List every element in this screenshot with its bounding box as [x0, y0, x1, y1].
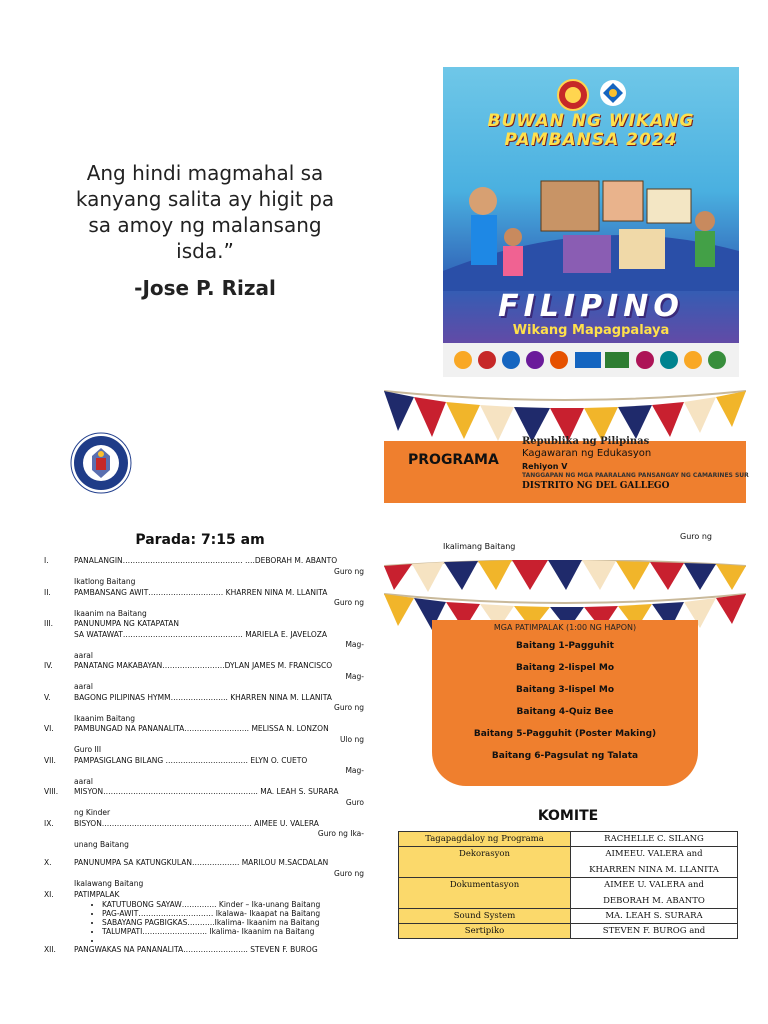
- programa-title: PROGRAMA: [408, 452, 499, 468]
- bullet-item: • PAG-AWIT………………………… Ikalawa- Ikaapat na Baitang: [102, 909, 364, 918]
- deped-seal-icon: [70, 432, 132, 494]
- patimpalak-bullets: [44, 900, 364, 945]
- komite-name: RACHELLE C. SILANG: [604, 834, 704, 844]
- program-item-role: Mag-: [345, 671, 364, 681]
- program-item-text: PANUNUMPA SA KATUNGKULAN………………. MARILOU M.SACDALAN: [74, 858, 329, 867]
- program-item: [44, 556, 364, 588]
- table-row: [399, 832, 738, 847]
- poster-title-line1: BUWAN NG WIKANG: [487, 111, 695, 131]
- program-item-number: X.: [44, 858, 52, 867]
- program-item-number: II.: [44, 587, 51, 597]
- program-item-role-cont: ng Kinder: [74, 808, 111, 817]
- program-item-role-cont: Guro III: [74, 745, 102, 754]
- patimpalak-item: Baitang 1-Pagguhit: [516, 641, 614, 651]
- komite-role: Sound System: [399, 909, 571, 924]
- program-item-text: PAMBANSANG AWIT………………………… KHARREN NINA M. LLANITA: [74, 587, 328, 597]
- program-item-text: PAMBUNGAD NA PANANALITA…………………….. MELISSA N. LONZON: [74, 724, 329, 733]
- quote-author: -Jose P. Rizal: [134, 276, 276, 300]
- patimpalak-title: MGA PATIMPALAK (1:00 NG HAPON): [493, 623, 637, 632]
- program-item: [44, 945, 364, 956]
- bullet-item: • TALUMPATI…………………….. Ikalima- Ikaanim na Baitang: [102, 927, 364, 936]
- komite-name: MA. LEAH S. SURARA: [605, 911, 703, 921]
- program-item-number: VI.: [44, 724, 54, 733]
- patimpalak-list: [432, 640, 698, 772]
- patimpalak-item: Baitang 5-Pagguhit (Poster Making): [473, 729, 657, 739]
- header-rehiyon: Rehiyon V: [522, 462, 568, 471]
- program-item-role-cont: unang Baitang: [74, 839, 129, 849]
- komite-names: [571, 847, 738, 878]
- program-item-number: XI.: [44, 889, 54, 899]
- program-item-role: Guro ng: [334, 703, 364, 712]
- program-item-number: III.: [44, 619, 54, 628]
- komite-names: [571, 924, 738, 939]
- program-item-role: Guro ng: [334, 868, 364, 878]
- parada-title: Parada: 7:15 am: [135, 532, 265, 548]
- poster-title-line2: PAMBANSA 2024: [504, 130, 678, 150]
- program-item-number: IX.: [44, 818, 54, 828]
- header-republika: Republika ng Pilipinas: [522, 436, 650, 447]
- poster-partner-logos-icon: [443, 343, 739, 377]
- table-row: [399, 909, 738, 924]
- buwan-ng-wika-poster: [443, 67, 739, 377]
- program-item: [44, 619, 364, 661]
- komite-name: STEVEN F. BUROG and: [602, 926, 706, 936]
- program-item-role: Mag-: [345, 640, 364, 649]
- poster-illustration-icon: [443, 151, 739, 291]
- program-item-number: IV.: [44, 661, 53, 670]
- stray-text: Guro ng: [680, 532, 712, 541]
- bunting-flags-icon: [384, 387, 746, 443]
- komite-names: [571, 832, 738, 847]
- table-row: [399, 847, 738, 878]
- program-item-role: Mag-: [345, 766, 364, 775]
- komite-title: KOMITE: [537, 808, 599, 824]
- komite-name: AIMEE U. VALERA and: [604, 880, 704, 890]
- komite-name: KHARREN NINA M. LLANITA: [589, 865, 719, 875]
- program-item: [44, 756, 364, 788]
- program-item-role-cont: Ikatlong Baitang: [74, 577, 136, 586]
- program-item-role: Ulo ng: [339, 734, 364, 744]
- program-item-role: Guro ng: [334, 598, 364, 607]
- program-item-role-cont: Ikaanim na Baitang: [74, 608, 147, 618]
- program-list: [44, 556, 364, 956]
- header-distrito: DISTRITO NG DEL GALLEGO: [522, 481, 670, 491]
- program-item-number: XII.: [44, 945, 56, 954]
- bullet-item: • SABAYANG PAGBIGKAS………..Ikalima- Ikaanim na Baitang: [102, 918, 364, 927]
- header-kagawaran: Kagawaran ng Edukasyon: [522, 448, 652, 459]
- rizal-quote: [40, 160, 370, 264]
- program-item-role-cont: Ikaanim Baitang: [74, 713, 136, 723]
- program-item-text: BISYON…………………………………………………… AIMEE U. VALERA: [74, 818, 319, 828]
- program-item-number: VIII.: [44, 787, 59, 796]
- program-item: [44, 890, 364, 946]
- header-tanggapan: TANGGAPAN NG MGA PAARALANG PANSANGAY NG CAMARINES SUR: [522, 472, 749, 479]
- program-item-number: VII.: [44, 755, 56, 765]
- patimpalak-item: Baitang 2-Iispel Mo: [515, 663, 615, 673]
- stray-text: Ikalimang Baitang: [443, 542, 516, 551]
- program-item-text: PATIMPALAK: [74, 889, 120, 899]
- poster-seals-icon: [543, 77, 643, 113]
- program-item: [44, 724, 364, 756]
- komite-role: Dokumentasyon: [399, 878, 571, 909]
- program-item-text: PANATANG MAKABAYAN…………………….DYLAN JAMES M. FRANCISCO: [74, 661, 333, 670]
- program-item-text: PAMPASIGLANG BILANG …………………………… ELYN O. CUETO: [74, 755, 308, 765]
- program-item-role-cont: aaral: [74, 776, 93, 786]
- table-row: [399, 924, 738, 939]
- program-item-role-cont: aaral: [74, 682, 93, 691]
- program-item-role: Guro: [345, 797, 364, 807]
- table-row: [399, 878, 738, 909]
- deped-header: [522, 436, 752, 491]
- bullet-item: • KATUTUBONG SAYAW………….. Kinder – Ika-unang Baitang: [102, 900, 364, 909]
- program-item-text-cont: SA WATAWAT………………………………………… MARIELA E. JAVELOZA: [74, 629, 328, 639]
- quote-line: sa amoy ng malansang: [88, 213, 322, 237]
- program-item: [44, 858, 364, 890]
- program-item-number: V.: [44, 692, 51, 702]
- program-item-text: MISYON…………………………………………………….. MA. LEAH S. SURARA: [74, 787, 339, 796]
- poster-main-word: FILIPINO: [498, 289, 684, 324]
- program-item-text: PANUNUMPA NG KATAPATAN: [74, 619, 180, 628]
- program-item-number: I.: [44, 556, 49, 565]
- program-item: [44, 693, 364, 725]
- program-item-role-cont: aaral: [74, 650, 93, 660]
- program-item: [44, 661, 364, 693]
- komite-name: AIMEEU. VALERA and: [605, 849, 703, 859]
- patimpalak-item: Baitang 3-Iispel Mo: [515, 685, 615, 695]
- komite-name: DEBORAH M. ABANTO: [603, 896, 705, 906]
- quote-line: isda.”: [176, 239, 234, 263]
- quote-line: Ang hindi magmahal sa: [86, 161, 324, 185]
- komite-role: Sertipiko: [399, 924, 571, 939]
- program-item-role-cont: Ikalawang Baitang: [74, 879, 144, 888]
- komite-table: [398, 831, 738, 939]
- program-item: [44, 588, 364, 620]
- program-item-role: Guro ng Ika-: [317, 829, 364, 838]
- program-item: [44, 787, 364, 819]
- program-item-text: PANGWAKAS NA PANANALITA…………………….. STEVEN F. BUROG: [74, 945, 318, 954]
- program-item: [44, 819, 364, 851]
- quote-line: kanyang salita ay higit pa: [75, 187, 335, 211]
- komite-names: [571, 909, 738, 924]
- komite-names: [571, 878, 738, 909]
- poster-subtitle: Wikang Mapagpalaya: [512, 323, 670, 338]
- program-item-text: PANALANGIN………………………………………… ….DEBORAH M. ABANTO: [74, 556, 338, 565]
- patimpalak-item: Baitang 4-Quiz Bee: [516, 707, 614, 717]
- program-item-text: BAGONG PILIPINAS HYMM………………….. KHARREN NINA M. LLANITA: [74, 692, 332, 702]
- program-item-role: Guro ng: [334, 566, 364, 576]
- komite-role: Dekorasyon: [399, 847, 571, 878]
- bullet-item: [102, 936, 364, 945]
- komite-role: Tagapagdaloy ng Programa: [399, 832, 571, 847]
- patimpalak-item: Baitang 6-Pagsulat ng Talata: [491, 751, 639, 761]
